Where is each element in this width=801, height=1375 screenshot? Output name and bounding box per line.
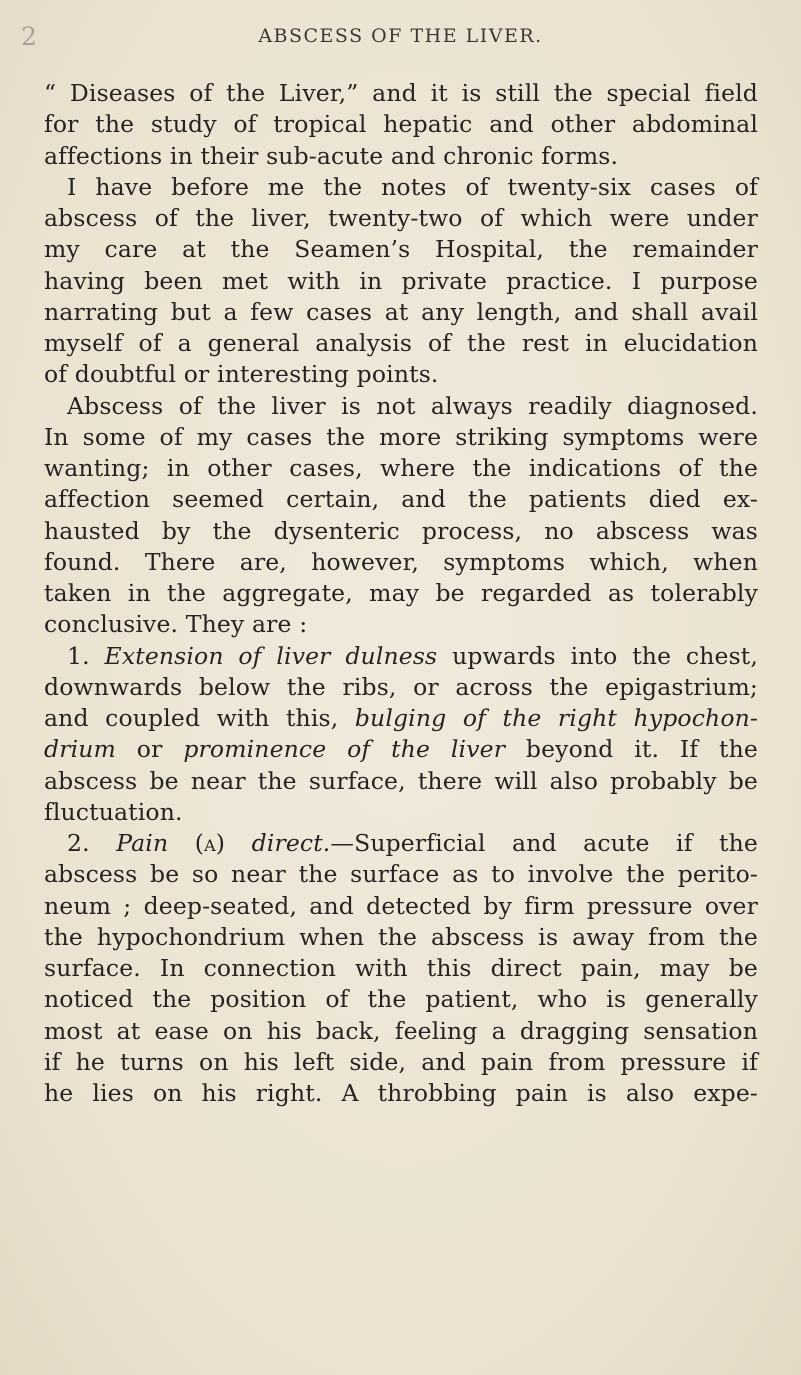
text-line: narrating but a few cases at any length, and shall avail [44,297,758,326]
text-line: In some of my cases the more striking symptoms were [44,422,758,451]
subitem-letter: a [204,829,216,857]
text-line [44,734,758,765]
italic-term: Extension of liver dulness [104,641,438,670]
italic-term: Pain [116,829,169,857]
body-text [44,78,758,1109]
text-line: most at ease on his back, feeling a dragging sensation [44,1016,758,1045]
item-number: 2. [67,829,117,857]
text-line: for the study of tropical hepatic and other abdominal [44,110,758,139]
text-line: the hypochondrium when the abscess is away from the [44,922,758,951]
text-run: beyond it. If the [505,735,758,764]
italic-term: prominence of the liver [183,735,506,764]
text-line: abscess be so near the surface as to involve the perito- [44,860,758,889]
text-run: —Superficial and acute if the [330,829,758,857]
text-line: surface. In connection with this direct pain, may be [44,954,758,982]
running-head: ABSCESS OF THE LIVER. [258,25,543,47]
text-line: if he turns on his left side, and pain from pressure if [44,1047,758,1076]
text-line: conclusive. They are : [44,610,308,639]
text-line: found. There are, however, symptoms which, when [44,547,758,576]
text-run: and coupled with this, [44,704,355,732]
text-line: my care at the Seamen’s Hospital, the remainder [44,235,758,264]
text-run: ) [215,829,252,857]
text-line: affections in their sub-acute and chronic forms. [44,141,619,170]
text-line-numbered-item-2 [44,828,758,859]
text-line: abscess of the liver, twenty-two of which were under [44,204,758,232]
text-line: abscess be near the surface, there will also probably be [44,766,758,795]
italic-term: direct. [251,829,331,857]
text-run: upwards into the chest, [437,641,759,670]
text-line: affection seemed certain, and the patients died ex- [44,485,758,514]
text-line: taken in the aggregate, may be regarded as tolerably [44,579,758,607]
text-line-numbered-item-1 [44,641,758,672]
italic-term: drium [44,735,116,764]
text-line: noticed the position of the patient, who is generally [44,985,758,1014]
page-header [0,22,801,62]
text-line: neum ; deep-seated, and detected by firm pressure over [44,891,758,920]
text-run: ( [168,829,205,857]
text-line: having been met with in private practice. I purpose [44,266,758,295]
text-line: he lies on his right. A throbbing pain is also expe- [44,1079,758,1107]
text-line: downwards below the ribs, or across the epigastrium; [44,672,758,701]
text-line: “ Diseases of the Liver,” and it is still the special field [44,79,758,107]
text-line: I have before me the notes of twenty-six cases of [67,172,758,201]
item-number: 1. [67,641,105,670]
text-line: fluctuation. [44,797,183,826]
text-run: or [115,735,184,764]
page-number: 2 [21,22,37,51]
text-line: hausted by the dysenteric process, no abscess was [44,516,758,545]
text-line: of doubtful or interesting points. [44,360,439,389]
text-line [44,703,758,734]
text-line: myself of a general analysis of the rest in elucidation [44,329,758,357]
text-line: wanting; in other cases, where the indications of the [44,454,758,482]
italic-term: bulging of the right hypochon- [354,704,759,732]
text-line: Abscess of the liver is not always readily diagnosed. [67,391,758,420]
